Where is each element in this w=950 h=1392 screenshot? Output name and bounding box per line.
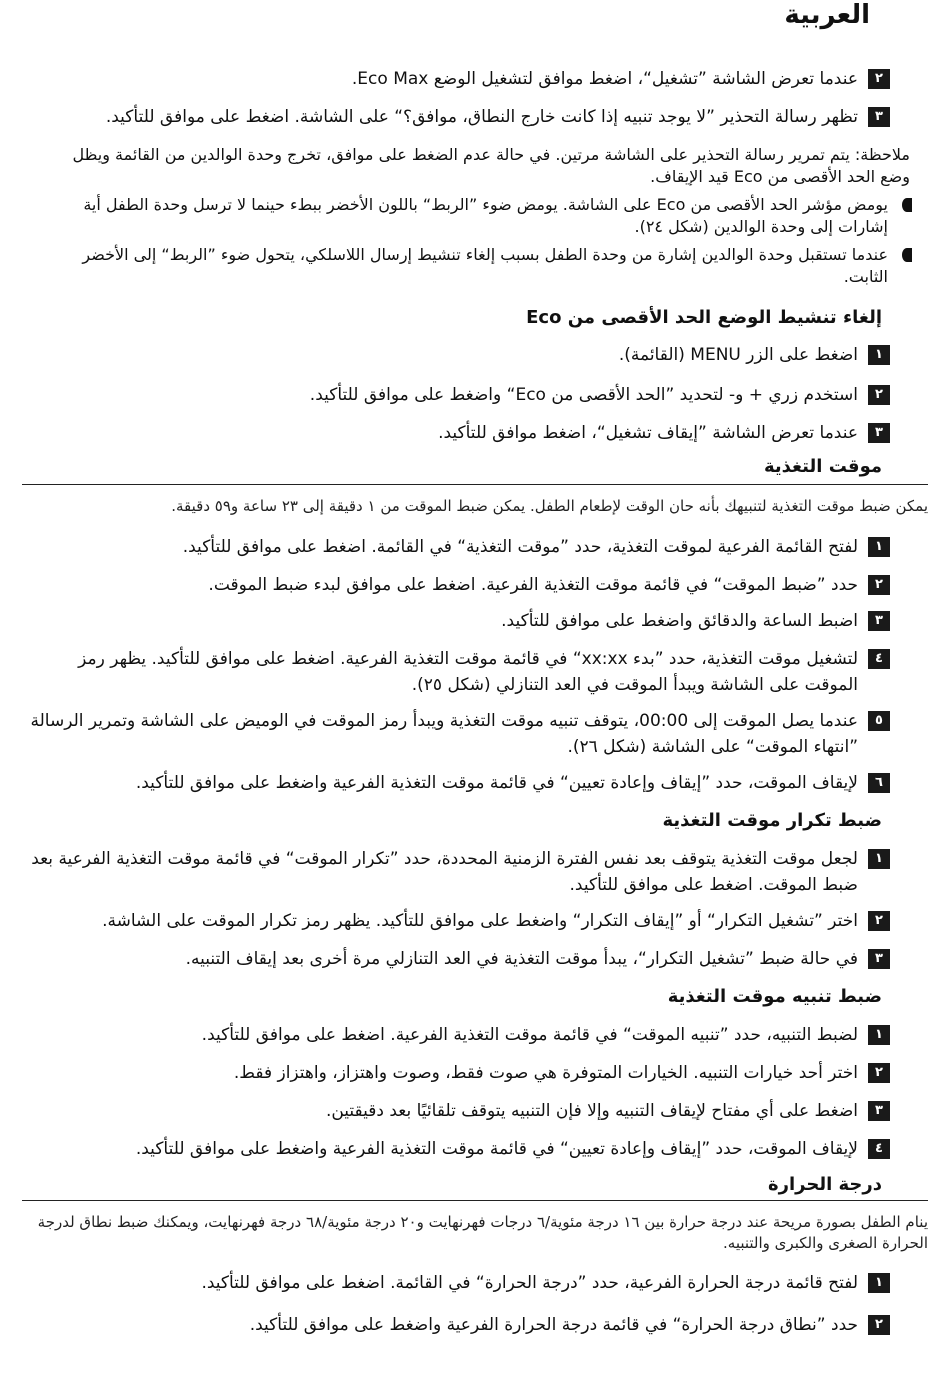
step-number-badge: ٣ <box>868 949 890 969</box>
bullet-text: عندما تستقبل وحدة الوالدين إشارة من وحدة الطفل بسبب إلغاء تنشيط إرسال اللاسلكي، يتحول ضوء ”الربط“ إلى الأخضر الثابت. <box>82 245 888 286</box>
step-number-badge: ٢ <box>868 575 890 595</box>
step-text: لإيقاف الموقت، حدد ”إيقاف وإعادة تعيين“ في قائمة موقت التغذية الفرعية واضغط على موافق للتأكيد. <box>135 1139 858 1159</box>
eco-off-step-1 <box>20 342 890 368</box>
feeding-step-5 <box>20 708 890 760</box>
section-divider <box>22 484 928 485</box>
step-number-badge: ٢ <box>868 911 890 931</box>
alert-timer-heading: ضبط تنبيه موقت التغذية <box>667 986 882 1007</box>
bullet-icon <box>902 198 912 212</box>
feeding-timer-intro: يمكن ضبط موقت التغذية لتنبيهك بأنه حان الوقت لإطعام الطفل. يمكن ضبط الموقت من ١ دقيقة إلى ٢٣ ساعة و٥٩ دقيقة. <box>171 497 928 515</box>
alert-step-3 <box>20 1098 890 1124</box>
step-text: اختر أحد خيارات التنبيه. الخيارات المتوفرة هي صوت فقط، وصوت واهتزاز، واهتزاز فقط. <box>233 1063 858 1083</box>
eco-off-heading: إلغاء تنشيط الوضع الحد الأقصى من Eco <box>526 307 882 328</box>
feeding-step-2 <box>20 572 890 598</box>
step-number-badge: ١ <box>868 1273 890 1293</box>
step-number-badge: ٢ <box>868 1315 890 1335</box>
step-number-badge: ٢ <box>868 385 890 405</box>
temperature-step-1 <box>20 1270 890 1296</box>
bullet-item <box>45 194 912 238</box>
repeat-timer-heading: ضبط تكرار موقت التغذية <box>662 810 882 831</box>
step-text: لفتح قائمة درجة الحرارة الفرعية، حدد ”درجة الحرارة“ في القائمة. اضغط على موافق للتأكيد. <box>201 1273 858 1293</box>
repeat-step-2 <box>20 908 890 934</box>
feeding-step-6 <box>20 770 890 796</box>
temperature-step-2 <box>20 1312 890 1338</box>
step-text: لتشغيل موقت التغذية، حدد ”بدء xx:xx“ في قائمة موقت التغذية الفرعية. اضغط على موافق للتأكيد. يظهر رمز الموقت على الشاشة ويبدأ الموقت في العد التنازلي (شكل ٢٥). <box>78 649 858 695</box>
bullet-icon <box>902 248 912 262</box>
step-number-badge: ٣ <box>868 107 890 127</box>
eco-off-step-3 <box>20 420 890 446</box>
step-text: لضبط التنبيه، حدد ”تنبيه الموقت“ في قائمة موقت التغذية الفرعية. اضغط على موافق للتأكيد. <box>201 1025 858 1045</box>
step-number-badge: ٣ <box>868 1101 890 1121</box>
feeding-timer-heading: موقت التغذية <box>763 456 882 477</box>
step-text: تظهر رسالة التحذير ”لا يوجد تنبيه إذا كانت خارج النطاق، موافق؟“ على الشاشة. اضغط على موافق للتأكيد. <box>105 107 858 127</box>
step-text: اختر ”تشغيل التكرار“ أو ”إيقاف التكرار“ واضغط على موافق للتأكيد. يظهر رمز تكرار الموقت على الشاشة. <box>102 911 858 931</box>
step-text: عندما تعرض الشاشة ”إيقاف تشغيل“، اضغط موافق للتأكيد. <box>438 423 858 443</box>
step-number-badge: ١ <box>868 345 890 365</box>
alert-step-2 <box>20 1060 890 1086</box>
step-text: اضغط على الزر MENU (القائمة). <box>618 345 858 365</box>
step-text: اضبط الساعة والدقائق واضغط على موافق للتأكيد. <box>501 611 858 631</box>
repeat-step-3 <box>20 946 890 972</box>
step-text: اضغط على أي مفتاح لإيقاف التنبيه وإلا فإن التنبيه يتوقف تلقائيًا بعد دقيقتين. <box>325 1101 858 1121</box>
temperature-intro: ينام الطفل بصورة مريحة عند درجة حرارة بين ١٦ درجة مئوية/٦ درجات فهرنهايت و٢٠ درجة مئوية/٦٨ درجة فهرنهايت، ويمكنك ضبط نطاق لدرجة الحرارة الصغرى والكبرى والتنبيه. <box>37 1213 928 1252</box>
step-text: لإيقاف الموقت، حدد ”إيقاف وإعادة تعيين“ في قائمة موقت التغذية الفرعية واضغط على موافق للتأكيد. <box>135 773 858 793</box>
step-number-badge: ٥ <box>868 711 890 731</box>
step-number-badge: ٤ <box>868 649 890 669</box>
eco-max-step-2 <box>20 66 890 92</box>
step-text: حدد ”ضبط الموقت“ في قائمة موقت التغذية الفرعية. اضغط على موافق لبدء ضبط الموقت. <box>208 575 858 595</box>
bullet-item <box>45 244 912 288</box>
step-number-badge: ٢ <box>868 1063 890 1083</box>
alert-step-1 <box>20 1022 890 1048</box>
language-title: العربية <box>784 0 870 30</box>
eco-off-step-2 <box>20 382 890 408</box>
step-text: حدد ”نطاق درجة الحرارة“ في قائمة درجة الحرارة الفرعية واضغط على موافق للتأكيد. <box>249 1315 858 1335</box>
step-text: استخدم زري + و- لتحديد ”الحد الأقصى من Eco“ واضغط على موافق للتأكيد. <box>309 385 858 405</box>
step-number-badge: ١ <box>868 537 890 557</box>
step-text: لجعل موقت التغذية يتوقف بعد نفس الفترة الزمنية المحددة، حدد ”تكرار الموقت“ في قائمة موقت التغذية الفرعية بعد ضبط الموقت. اضغط على موافق للتأكيد. <box>31 849 858 895</box>
step-text: لفتح القائمة الفرعية لموقت التغذية، حدد ”موقت التغذية“ في القائمة. اضغط على موافق للتأكيد. <box>182 537 858 557</box>
bullet-text: يومض مؤشر الحد الأقصى من Eco على الشاشة. يومض ضوء ”الربط“ باللون الأخضر ببطء حينما لا ترسل وحدة الطفل أية إشارات إلى وحدة الوالدين (شكل ٢٤). <box>83 195 888 236</box>
step-number-badge: ٣ <box>868 423 890 443</box>
step-text: عندما يصل الموقت إلى 00:00، يتوقف تنبيه موقت التغذية ويبدأ رمز الموقت في الوميض على الشاشة وتمرير الرسالة ”انتهاء الموقت“ على الشاشة (شكل ٢٦). <box>30 711 858 757</box>
step-number-badge: ٢ <box>868 69 890 89</box>
repeat-step-1 <box>20 846 890 898</box>
alert-step-4 <box>20 1136 890 1162</box>
step-text: في حالة ضبط ”تشغيل التكرار“، يبدأ موقت التغذية في العد التنازلي مرة أخرى بعد إيقاف التنبيه. <box>185 949 858 969</box>
note-paragraph: ملاحظة: يتم تمرير رسالة التحذير على الشاشة مرتين. في حالة عدم الضغط على موافق، تخرج وحدة الوالدين من القائمة ويظل وضع الحد الأقصى من Eco قيد الإيقاف. <box>72 145 910 186</box>
feeding-step-1 <box>20 534 890 560</box>
step-number-badge: ٤ <box>868 1139 890 1159</box>
temperature-heading: درجة الحرارة <box>767 1174 882 1195</box>
step-number-badge: ٣ <box>868 611 890 631</box>
eco-max-step-3 <box>20 104 890 130</box>
step-number-badge: ١ <box>868 849 890 869</box>
step-number-badge: ١ <box>868 1025 890 1045</box>
step-text: عندما تعرض الشاشة ”تشغيل“، اضغط موافق لتشغيل الوضع Eco Max. <box>351 69 858 89</box>
section-divider <box>22 1200 928 1201</box>
step-number-badge: ٦ <box>868 773 890 793</box>
feeding-step-4 <box>20 646 890 698</box>
feeding-step-3 <box>20 608 890 634</box>
